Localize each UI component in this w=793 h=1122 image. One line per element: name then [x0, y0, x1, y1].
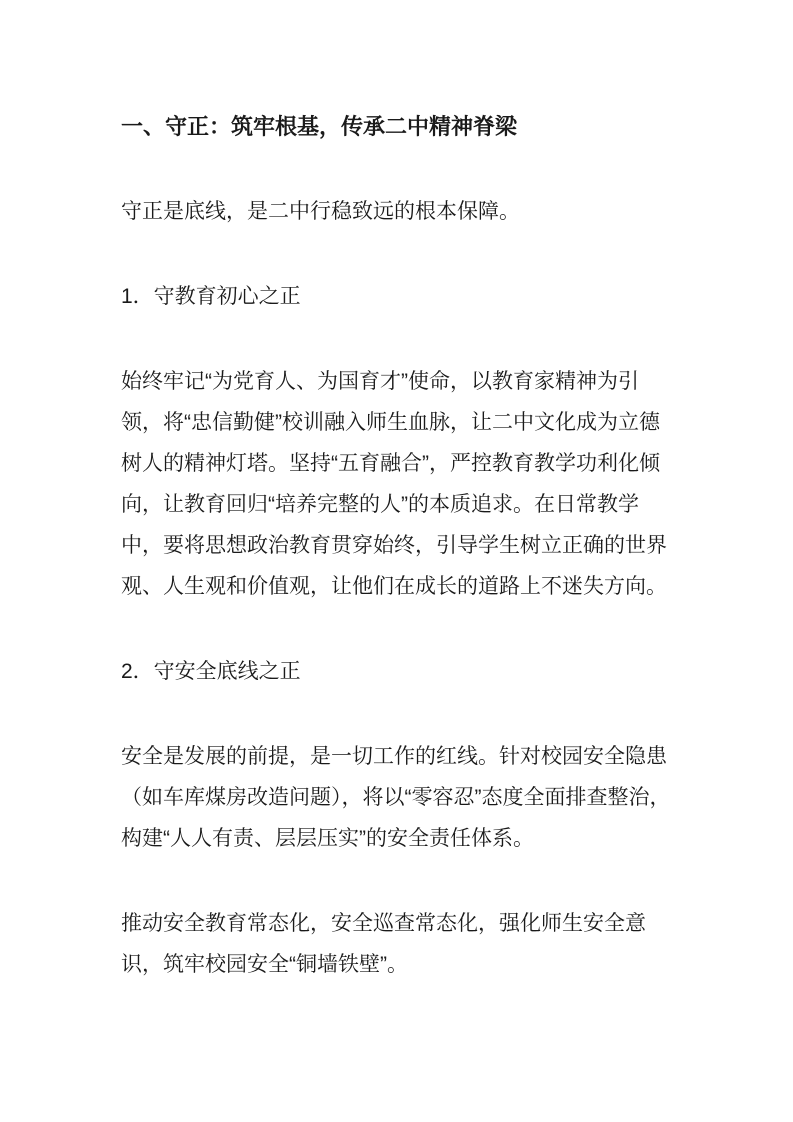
paragraph-intro: 守正是底线，是二中行稳致远的根本保障。	[121, 200, 520, 223]
section-heading: 一、守正：筑牢根基，传承二中精神脊梁	[121, 114, 518, 139]
paragraph-education: 始终牢记“为党育人、为国育才”使命，以教育家精神为引领，将“忠信勤健”校训融入师生血脉，让二中文化成为立德树人的精神灯塔。坚持“五育融合”，严控教育教学功利化倾向，让教育回归“培养完整的人”的本质追求。在日常教学中，要将思想政治教育贯穿始终，引导学生树立正确的世界观、人生观和价值观，让他们在成长的道路上不迷失方向。	[121, 370, 667, 598]
subheading-safety: 2．守安全底线之正	[121, 660, 301, 683]
paragraph-safety: 安全是发展的前提，是一切工作的红线。针对校园安全隐患（如车库煤房改造问题），将以“零容忍”态度全面排查整治，构建“人人有责、层层压实”的安全责任体系。	[121, 745, 671, 850]
paragraph-safety-education: 推动安全教育常态化，安全巡查常态化，强化师生安全意识，筑牢校园安全“铜墙铁壁”。	[121, 912, 646, 976]
subheading-education: 1．守教育初心之正	[121, 285, 301, 308]
